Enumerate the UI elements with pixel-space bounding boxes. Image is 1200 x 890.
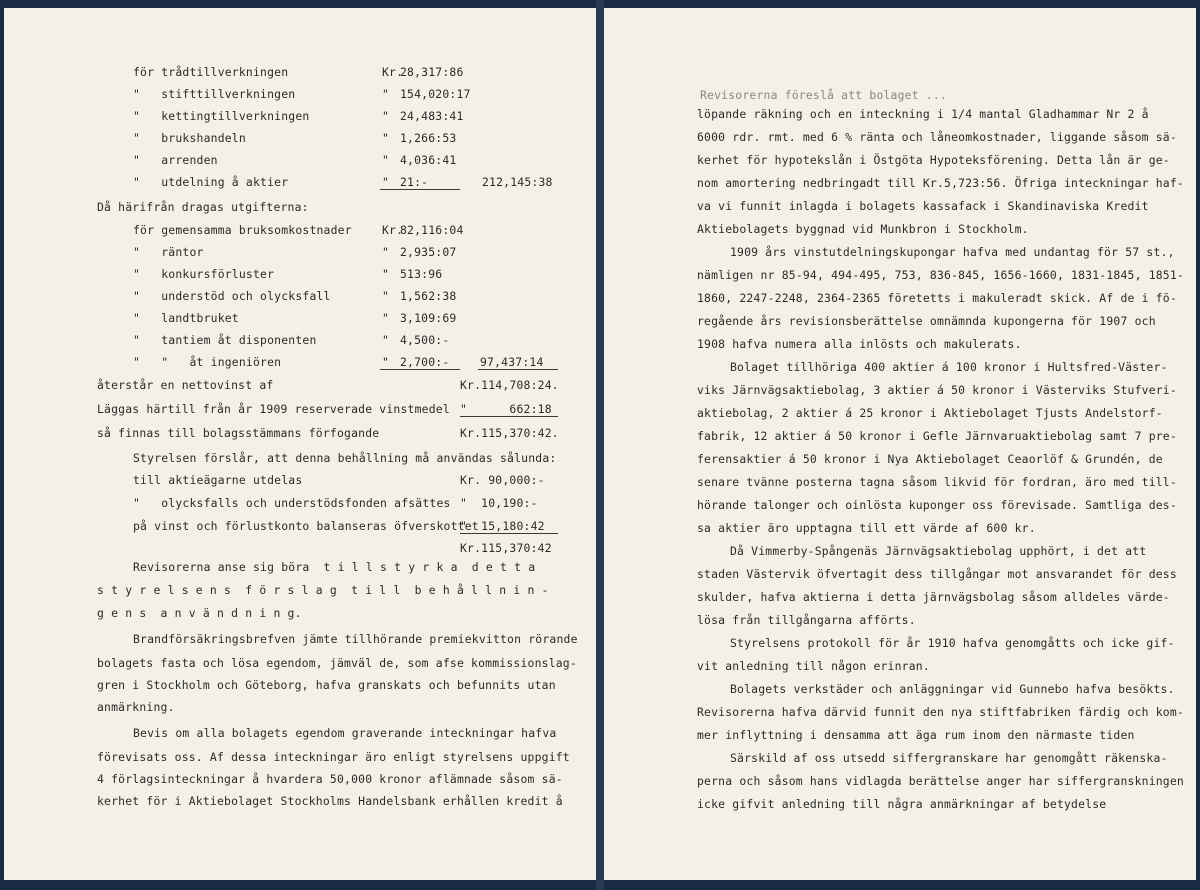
right-paragraph-line: Styrelsens protokoll för år 1910 hafva genomgåtts och icke gif- [730,636,1175,650]
net-label: återstår en nettovinst af [97,378,274,392]
right-paragraph-line: 1860, 2247-2248, 2364-2365 företetts i makuleradt skick. Af de i fö- [697,291,1177,305]
right-paragraph-line: löpande räkning och en inteckning i 1/4 mantal Gladhammar Nr 2 å [697,107,1149,121]
left-paragraph-line: 4 förlagsinteckningar å hvardera 50,000 kronor aflämnade såsom sä- [97,772,563,786]
deduct-heading: Då härifrån dragas utgifterna: [97,200,309,214]
expense-amount: 513:96 [400,267,443,281]
expense-label: " räntor [133,245,204,259]
expense-amount: 1,562:38 [400,289,457,303]
expense-label: " understöd och olycksfall [133,289,331,303]
sum-underline [460,416,558,417]
right-paragraph-line: Aktiebolagets byggnad vid Munkbron i Stockholm. [697,222,1029,236]
right-paragraph-line: hörande talonger och oinlösta kuponger oss förevisade. Samtliga des- [697,498,1177,512]
expense-prefix: " [382,311,390,325]
sum-underline [460,533,558,534]
expense-amount: 2,700:- [400,355,450,369]
right-paragraph-line: aktiebolag, 2 aktier á 25 kronor i Aktiebolaget Tjusts Andelstorf- [697,406,1163,420]
right-paragraph-line: fabrik, 12 aktier á 50 kronor i Gefle Järnvaruaktiebolag samt 7 pre- [697,429,1177,443]
expense-prefix: " [382,355,390,369]
income-prefix: " [382,153,390,167]
right-paragraph-line: regående års revisionsberättelse omnämnda kupongerna för 1907 och [697,314,1156,328]
faint-header: Revisorerna föreslå att bolaget ... [700,88,948,102]
proposal-heading: Styrelsen förslår, att denna behållning må användas sålunda: [133,451,557,465]
right-paragraph-line: senare tvänne posterna tagna såsom likvid för fordran, äro med till- [697,475,1177,489]
proposal-label: " olycksfalls och understödsfonden afsättes [133,496,451,510]
proposal-label: på vinst och förlustkonto balanseras öfverskottet [133,519,479,533]
right-paragraph-line: 1908 hafva numera alla inlösts och makulerats. [697,337,1022,351]
expense-prefix: " [382,333,390,347]
right-paragraph-line: mer inflyttning i densamma att äga rum inom den närmaste tiden [697,728,1135,742]
right-paragraph-line: perna och såsom hans vidlagda berättelse anger har siffergranskningen [697,774,1184,788]
right-paragraph-line: va vi funnit inlagda i bolagets kassafack i Skandinaviska Kredit [697,199,1149,213]
expense-prefix: " [382,267,390,281]
right-paragraph-line: staden Västervik öfvertagit dess tillgångar mot ansvarandet för dess [697,567,1177,581]
expense-label: " konkursförluster [133,267,275,281]
right-paragraph-line: Revisorerna hafva därvid funnit den nya stiftfabriken färdig och kom- [697,705,1184,719]
sum-underline [380,369,460,370]
proposal-label: till aktieägarne utdelas [133,473,303,487]
proposal-amount: " 10,190:- [460,496,538,510]
proposal-amount: Kr. 90,000:- [460,473,545,487]
left-paragraph-line: kerhet för i Aktiebolaget Stockholms Handelsbank erhållen kredit å [97,794,563,808]
left-paragraph-line: Brandförsäkringsbrefven jämte tillhörande premiekvitton rörande [133,632,578,646]
expense-amount: 82,116:04 [400,223,464,237]
income-label: för trådtillverkningen [133,65,289,79]
page-gutter [596,0,604,890]
income-amount: 154,020:17 [400,87,471,101]
left-paragraph-line: Bevis om alla bolagets egendom graverande inteckningar hafva [133,726,557,740]
left-paragraph-line: g e n s a n v ä n d n i n g. [97,606,302,620]
left-paragraph-line: förevisats oss. Af dessa inteckningar äro enligt styrelsens uppgift [97,750,570,764]
sum-underline [478,369,558,370]
expense-total: 97,437:14 [480,355,544,369]
right-paragraph-line: vit anledning till någon erinran. [697,659,930,673]
income-amount: 1,266:53 [400,131,457,145]
right-paragraph-line: nämligen nr 85-94, 494-495, 753, 836-845, 1656-1660, 1831-1845, 1851- [697,268,1184,282]
right-paragraph-line: Bolagets verkstäder och anläggningar vid Gunnebo hafva besökts. [730,682,1175,696]
income-amount: 24,483:41 [400,109,464,123]
net-label: Läggas härtill från år 1909 reserverade vinstmedel [97,402,450,416]
right-paragraph-line: Bolaget tillhöriga 400 aktier á 100 kronor i Hultsfred-Väster- [730,360,1168,374]
right-paragraph-line: ferensaktier á 50 kronor i Nya Aktiebolaget Ceaorlöf & Grundén, de [697,452,1163,466]
expense-prefix: Kr. [382,223,404,237]
income-prefix: " [382,109,390,123]
left-paragraph-line: gren i Stockholm och Göteborg, hafva granskats och befunnits utan [97,678,556,692]
left-paragraph-line: s t y r e l s e n s f ö r s l a g t i l l b e h å l l n i n - [97,583,549,597]
left-paragraph-line: anmärkning. [97,700,175,714]
income-prefix: " [382,131,390,145]
expense-prefix: " [382,245,390,259]
proposal-amount: " 15,180:42 [460,519,545,533]
right-paragraph-line: sa aktier äro upptagna till ett värde af 600 kr. [697,521,1036,535]
right-paragraph-line: skulder, hafva aktierna i detta järnvägsbolag såsom alldeles värde- [697,590,1170,604]
right-paragraph-line: kerhet för hypotekslån i Östgöta Hypoteksförening. Detta lån är ge- [697,153,1170,167]
right-paragraph-line: viks Järnvägsaktiebolag, 3 aktier á 50 kronor i Västerviks Stufveri- [697,383,1177,397]
left-paragraph-line: bolagets fasta och lösa egendom, jämväl de, som afse kommissionslag- [97,656,577,670]
expense-prefix: " [382,289,390,303]
net-amount: " 662:18 [460,402,552,416]
right-paragraph-line: Särskild af oss utsedd siffergranskare har genomgått räkenska- [730,751,1168,765]
income-prefix: " [382,175,390,189]
expense-label: " landtbruket [133,311,239,325]
right-paragraph-line: icke gifvit anledning till några anmärkningar af betydelse [697,797,1107,811]
income-amount: 28,317:86 [400,65,464,79]
net-amount: Kr.115,370:42. [460,426,559,440]
income-amount: 4,036:41 [400,153,457,167]
income-prefix: " [382,87,390,101]
income-label: " kettingtillverkningen [133,109,310,123]
expense-amount: 4,500:- [400,333,450,347]
income-label: " brukshandeln [133,131,246,145]
expense-label: " tantiem åt disponenten [133,333,317,347]
income-label: " utdelning å aktier [133,175,289,189]
income-total: 212,145:38 [482,175,553,189]
income-amount: 21:- [400,175,429,189]
net-label: så finnas till bolagsstämmans förfogande [97,426,380,440]
expense-amount: 2,935:07 [400,245,457,259]
expense-amount: 3,109:69 [400,311,457,325]
right-paragraph-line: Då Vimmerby-Spångenäs Järnvägsaktiebolag upphört, i det att [730,544,1147,558]
right-paragraph-line: nom amortering nedbringadt till Kr.5,723:56. Öfriga inteckningar haf- [697,176,1184,190]
proposal-total: Kr.115,370:42 [460,541,552,555]
sum-underline [380,189,460,190]
right-paragraph-line: lösa från tillgångarna afförts. [697,613,916,627]
expense-label: " " åt ingeniören [133,355,282,369]
income-label: " arrenden [133,153,218,167]
income-label: " stifttillverkningen [133,87,296,101]
net-amount: Kr.114,708:24. [460,378,559,392]
right-paragraph-line: 1909 års vinstutdelningskupongar hafva med undantag för 57 st., [730,245,1175,259]
left-paragraph-line: Revisorerna anse sig böra t i l l s t y r k a d e t t a [133,560,536,574]
right-paragraph-line: 6000 rdr. rmt. med 6 % ränta och låneomkostnader, liggande såsom sä- [697,130,1177,144]
income-prefix: Kr. [382,65,404,79]
expense-label: för gemensamma bruksomkostnader [133,223,352,237]
